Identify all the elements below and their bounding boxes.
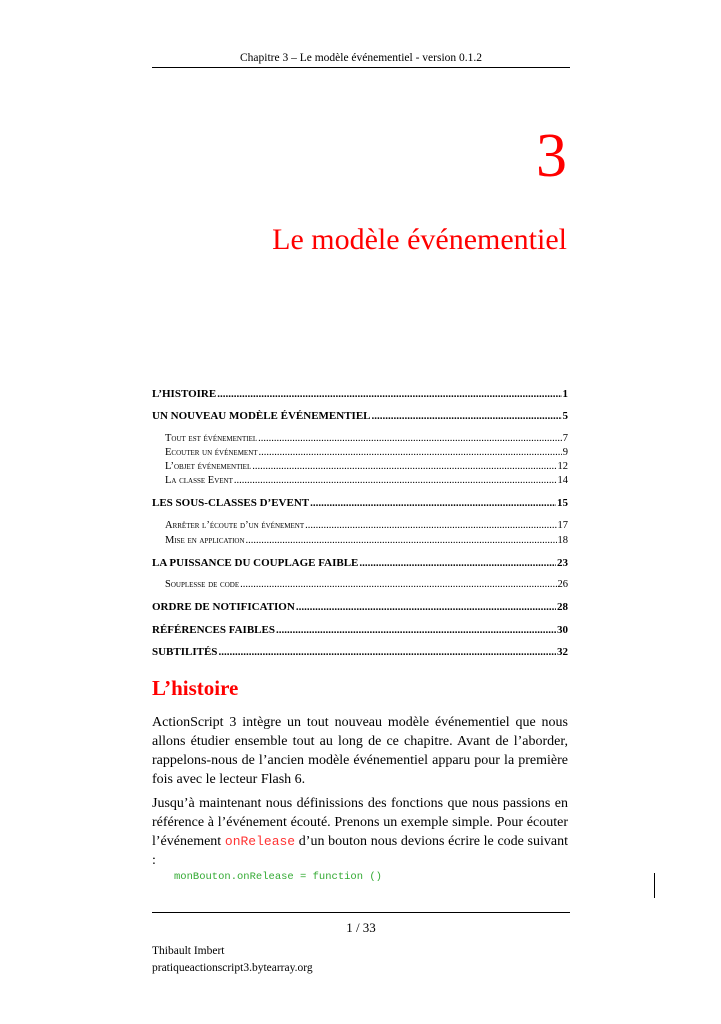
toc-entry-label: UN NOUVEAU MODÈLE ÉVÉNEMENTIEL xyxy=(152,410,371,422)
toc-leader xyxy=(359,557,556,569)
toc-entry-subtilites[interactable] xyxy=(152,646,568,658)
code-sample: monBouton.onRelease = function () xyxy=(174,871,382,883)
toc-entry-page: 14 xyxy=(557,475,568,486)
toc-entry-histoire[interactable] xyxy=(152,388,568,400)
toc-leader xyxy=(258,433,562,444)
author-website[interactable]: pratiqueactionscript3.bytearray.org xyxy=(152,962,313,974)
toc-entry-nouveau-modele[interactable] xyxy=(152,410,568,422)
toc-leader xyxy=(296,601,556,613)
toc-entry-label: Mise en application xyxy=(165,535,245,546)
toc-entry-mise-en-application[interactable] xyxy=(165,535,568,546)
toc-entry-page: 26 xyxy=(557,579,568,590)
toc-entry-page: 1 xyxy=(562,388,568,400)
body-paragraph-2 xyxy=(152,794,568,870)
toc-entry-couplage-faible[interactable] xyxy=(152,557,568,569)
toc-leader xyxy=(234,475,557,486)
toc-entry-label: Souplesse de code xyxy=(165,579,240,590)
chapter-title: Le modèle événementiel xyxy=(272,223,567,256)
toc-entry-page: 5 xyxy=(562,410,568,422)
toc-leader xyxy=(252,461,556,472)
toc-leader xyxy=(305,520,556,531)
author-name: Thibault Imbert xyxy=(152,945,225,957)
toc-entry-ordre-notification[interactable] xyxy=(152,601,568,613)
header-rule xyxy=(152,67,570,68)
paragraph-text: Jusqu’à maintenant nous définissions des fonctions que nous passions en référence à l’événement écouté. Prenons un exemple simple. Pour écouter l’événement xyxy=(152,796,568,849)
toc-entry-page: 9 xyxy=(562,447,568,458)
author-block xyxy=(152,943,313,977)
chapter-number: 3 xyxy=(536,122,567,190)
page-header: Chapitre 3 – Le modèle événementiel - version 0.1.2 xyxy=(239,52,483,64)
toc-entry-page: 7 xyxy=(562,433,568,444)
toc-entry-page: 30 xyxy=(557,624,568,636)
toc-entry-label: ORDRE DE NOTIFICATION xyxy=(152,601,295,613)
toc-leader xyxy=(246,535,557,546)
toc-entry-page: 28 xyxy=(557,601,568,613)
footer-rule xyxy=(152,912,570,913)
toc-entry-souplesse[interactable] xyxy=(165,579,568,590)
toc-entry-ecouter[interactable] xyxy=(165,447,568,458)
toc-entry-label: L’objet événementiel xyxy=(165,461,252,472)
toc-entry-page: 15 xyxy=(557,497,568,509)
toc-entry-classe-event[interactable] xyxy=(165,475,568,486)
toc-entry-page: 18 xyxy=(557,535,568,546)
toc-entry-references-faibles[interactable] xyxy=(152,624,568,636)
section-heading: L’histoire xyxy=(152,676,239,700)
toc-entry-arreter-ecoute[interactable] xyxy=(165,520,568,531)
paragraph-text: d’un bouton nous devions écrire le code suivant : xyxy=(152,834,569,868)
toc-leader xyxy=(276,624,556,636)
toc-entry-label: RÉFÉRENCES FAIBLES xyxy=(152,624,275,636)
toc-entry-sous-classes[interactable] xyxy=(152,497,568,509)
toc-entry-tout-est-evenementiel[interactable] xyxy=(165,433,568,444)
toc-leader xyxy=(240,579,556,590)
toc-entry-page: 23 xyxy=(557,557,568,569)
page-number: 1 / 33 xyxy=(346,920,376,935)
toc-entry-page: 32 xyxy=(557,646,568,658)
toc-entry-label: L’HISTOIRE xyxy=(152,388,217,400)
toc-entry-label: Tout est événementiel xyxy=(165,433,258,444)
toc-entry-label: LA PUISSANCE DU COUPLAGE FAIBLE xyxy=(152,557,359,569)
change-bar xyxy=(654,873,655,898)
toc-entry-label: SUBTILITÉS xyxy=(152,646,218,658)
toc-leader xyxy=(218,646,556,658)
toc-entry-label: LES SOUS-CLASSES D’EVENT xyxy=(152,497,310,509)
toc-entry-objet-evenementiel[interactable] xyxy=(165,461,568,472)
toc-leader xyxy=(259,447,562,458)
toc-entry-label: Ecouter un événement xyxy=(165,447,258,458)
toc-entry-label: La classe Event xyxy=(165,475,233,486)
toc-entry-label: Arrêter l’écoute d’un événement xyxy=(165,520,305,531)
toc-entry-page: 12 xyxy=(557,461,568,472)
toc-entry-page: 17 xyxy=(557,520,568,531)
toc-leader xyxy=(310,497,556,509)
toc-leader xyxy=(217,388,561,400)
inline-code-onrelease: onRelease xyxy=(224,834,296,849)
body-paragraph-1: ActionScript 3 intègre un tout nouveau modèle événementiel que nous allons étudier ensemble tout au long de ce chapitre. Avant de l’aborder, rappelons-nous de l’ancien modèle événementiel apparu pour la première fois avec le lecteur Flash 6. xyxy=(152,715,568,787)
toc-leader xyxy=(372,410,562,422)
